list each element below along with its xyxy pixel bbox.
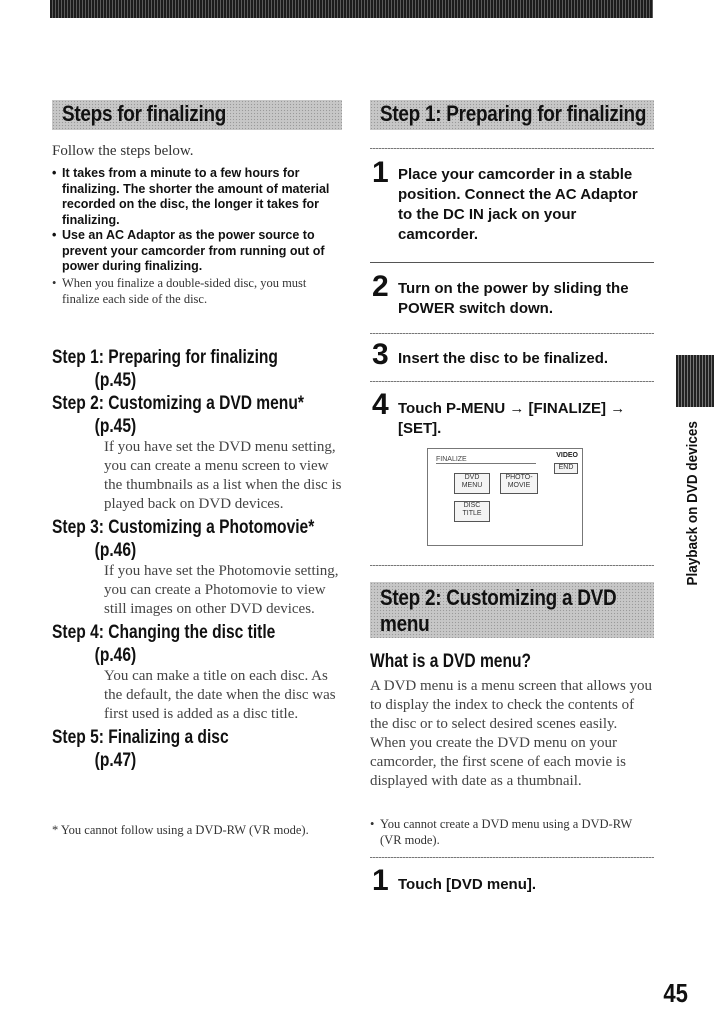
step-item-1 xyxy=(52,346,352,392)
section-header-title: Step 2: Customizing a DVD menu xyxy=(380,585,617,636)
side-tab-marker xyxy=(676,355,714,407)
end-button[interactable]: END xyxy=(554,463,578,474)
step-number: 1 xyxy=(372,156,389,189)
step-title: Step 2: Customizing a DVD menu* xyxy=(52,393,304,414)
top-decorative-bar xyxy=(50,0,653,18)
divider xyxy=(370,333,654,334)
page-number: 45 xyxy=(663,978,688,1008)
step-text: Touch [DVD menu]. xyxy=(398,876,537,893)
step-page-ref: (p.45) xyxy=(94,370,137,391)
finalizing-notes-list xyxy=(52,166,340,307)
step-number: 4 xyxy=(372,388,389,421)
side-tab-label xyxy=(684,412,708,586)
finalize-screen-illustration xyxy=(427,448,583,546)
dvd-menu-notes xyxy=(370,816,654,848)
step-title: Step 5: Finalizing a disc xyxy=(52,727,229,748)
step-number: 3 xyxy=(372,338,389,371)
divider xyxy=(370,857,654,858)
finalizing-steps-list xyxy=(52,346,352,772)
section-header-step1 xyxy=(370,100,654,130)
divider xyxy=(370,148,654,149)
step-item-4 xyxy=(52,621,352,724)
step-title: Step 4: Changing the disc title xyxy=(52,622,276,643)
step-page-ref: (p.45) xyxy=(94,416,137,437)
step-page-ref: (p.46) xyxy=(94,540,137,561)
divider xyxy=(370,262,654,263)
step-description: If you have set the DVD menu setting, you can create a menu screen to view the thumbnails as a list when the disc is played back on DVD devices. xyxy=(104,439,342,512)
step-number: 1 xyxy=(372,864,389,897)
step-text: Insert the disc to be finalized. xyxy=(398,350,609,367)
step-item-3 xyxy=(52,516,352,619)
step-item-2 xyxy=(52,392,352,514)
step-text: Place your camcorder in a stable position. Connect the AC Adaptor to the DC IN jack on your camcorder. xyxy=(398,166,638,243)
section-header-title: Step 1: Preparing for finalizing xyxy=(380,101,647,126)
step-description: You can make a title on each disc. As the default, the date when the disc was first used is added as a disc title. xyxy=(104,668,336,722)
note-double-sided: • When you finalize a double-sided disc, you must finalize each side of the disc. xyxy=(52,275,340,307)
subheading-what-is-dvd-menu: What is a DVD menu? xyxy=(370,651,532,672)
step-page-ref: (p.47) xyxy=(94,750,137,771)
disc-title-button[interactable]: DISC TITLE xyxy=(454,501,490,522)
section-header-step2 xyxy=(370,582,654,638)
intro-text: Follow the steps below. xyxy=(52,143,194,159)
note-dvd-rw: • You cannot create a DVD menu using a DVD-RW (VR mode). xyxy=(370,816,654,848)
note-ac-adaptor: • Use an AC Adaptor as the power source to prevent your camcorder from running out of power during finalizing. xyxy=(52,228,340,275)
dvd-menu-button[interactable]: DVD MENU xyxy=(454,473,490,494)
photo-movie-button[interactable]: PHOTO-MOVIE xyxy=(500,473,538,494)
step-text: Turn on the power by sliding the POWER switch down. xyxy=(398,280,629,317)
video-mode-icon: VIDEO xyxy=(556,452,578,459)
screen-title: FINALIZE xyxy=(436,456,536,464)
divider xyxy=(370,381,654,382)
step-title: Step 1: Preparing for finalizing xyxy=(52,347,278,368)
step-title: Step 3: Customizing a Photomovie* xyxy=(52,517,315,538)
step-text: Touch P-MENU → [FINALIZE] → [SET]. xyxy=(398,400,626,437)
section-header-steps-for-finalizing xyxy=(52,100,342,130)
divider xyxy=(370,565,654,566)
note-duration: • It takes from a minute to a few hours for finalizing. The shorter the amount of material recorded on the disc, the longer it takes for finalizing. xyxy=(52,166,340,228)
dvd-menu-description: A DVD menu is a menu screen that allows you to display the index to check the contents of the disc or to select desired scenes easily. When you create the DVD menu on your camcorder, the first scene of each movie is displayed with date as a thumbnail. xyxy=(370,678,653,789)
step-description: If you have set the Photomovie setting, you can create a Photomovie to view still images on other DVD devices. xyxy=(104,563,339,617)
side-tab-text: Playback on DVD devices xyxy=(684,421,701,586)
footnote: * You cannot follow using a DVD-RW (VR mode). xyxy=(52,823,309,837)
step-page-ref: (p.46) xyxy=(94,645,137,666)
step-item-5 xyxy=(52,726,352,772)
step-number: 2 xyxy=(372,270,389,303)
section-header-title: Steps for finalizing xyxy=(62,101,227,126)
